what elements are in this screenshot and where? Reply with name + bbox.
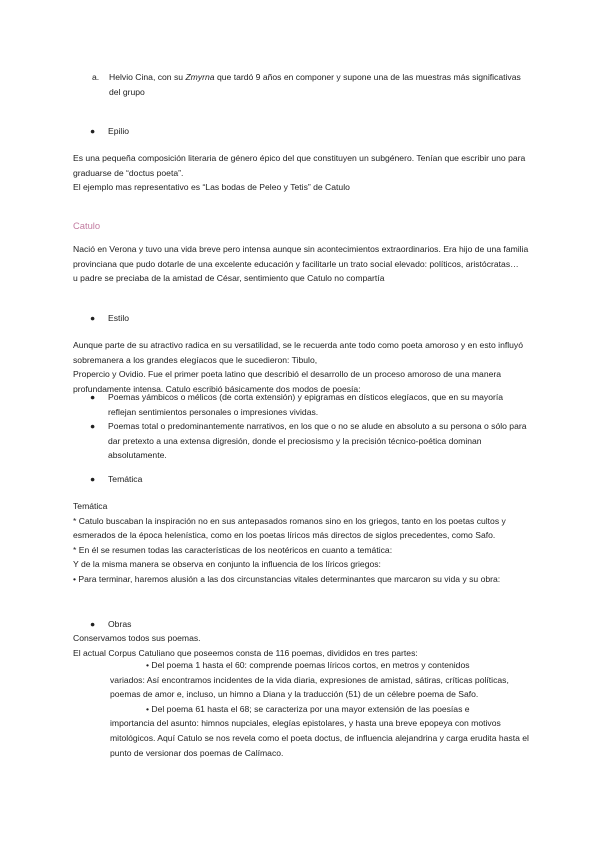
paragraph-line: Es una pequeña composición literaria de género épico del que constituyen un subgénero. Tenían que escribir uno para graduarse de “doctus poeta”. [73,153,526,178]
section-bullet-epilio [90,124,129,139]
list-item-text [109,70,532,99]
paragraph: * En él se resumen todas las características de los neotéricos en cuanto a temática: [73,544,393,555]
section-bullet-tematica [90,472,142,487]
section-bullet-obras [90,617,131,632]
estilo-paragraph [73,338,531,396]
obras-parts [110,658,530,760]
paragraph: Propercio y Ovidio. Fue el primer poeta latino que describió el desarrollo de un proceso amoroso de una manera profundamente intensa. Catulo escribió básicamente dos modos de poesía: [73,369,502,394]
catulo-intro [73,242,531,286]
section-bullet-estilo [90,311,129,326]
bullet-icon: ● [90,392,96,402]
epilio-paragraph [73,151,531,195]
paragraph: Nació en Verona y tuvo una vida breve pero intensa aunque sin acontecimientos extraordinarios. Era hijo de una familia provinciana que pudo dotarle de una excelente educación y facilitarle un trato social elevado: políticos, aristócratas… [73,244,529,269]
section-heading-catulo: Catulo [73,220,101,231]
section-label: Temática [108,474,143,484]
list-item-text: Poemas yámbicos o mélicos (de corta extensión) y epigramas en dísticos elegíacos, que en su mayoría reflejan sentimientos personales o impresiones vividas. [108,392,504,417]
paragraph-line: El actual Corpus Catuliano que poseemos consta de 116 poemas, divididos en tres partes: [73,647,418,658]
list-marker: a. [92,72,100,82]
paragraph: Y de la misma manera se observa en conjunto la influencia de los líricos griegos: [73,559,381,570]
list-item-text: Poemas total o predominantemente narrativos, en los que o no se alude en absoluto a su persona o sólo para dar pretexto a una extensa digresión, donde el preciosismo y la precisión técnico-poética dominan absolutamente. [108,421,527,461]
paragraph: * Catulo buscaban la inspiración no en sus antepasados romanos sino en los griegos, tanto en los poetas cultos y esmerados de la época helenística, como en los poetas líricos más directos de siglos precedentes, como Safo. [73,515,506,541]
paragraph: u padre se preciaba de la amistad de César, sentimiento que Catulo no compartía [73,273,385,284]
section-label: Epilio [108,126,130,136]
part-text: importancia del asunto: himnos nupciales, elegías epistolares, y hasta una breve epopeya con motivos mitológicos. Aquí Catulo se nos revela como el poeta doctus, de influencia alejandrina y carga erudita hasta el punto de versionar dos poemas de Calímaco. [110,718,529,758]
paragraph-line: Conservamos todos sus poemas. [73,633,201,643]
part-lead: • Del poema 61 hasta el 68; se caracteriza por una mayor extensión de las poesías e [146,703,470,714]
estilo-list [73,390,533,463]
section-title: Temática [73,501,108,511]
obras-block [73,631,531,660]
work-title-italic: Zmyrna [185,72,215,82]
bullet-icon: ● [90,421,96,432]
bullet-icon: ● [90,619,96,629]
section-label: Estilo [108,313,130,323]
paragraph-line: El ejemplo mas representativo es “Las bodas de Peleo y Tetis” de Catulo [73,182,350,193]
text-run: que tardó 9 años en componer y supone una de las muestras más significativas del grupo [109,72,521,97]
bullet-icon: ● [90,313,96,323]
list-item-a [92,70,532,99]
bullet-icon: ● [90,474,96,484]
text-run: Helvio Cina, con su [109,72,186,82]
part-text: variados: Así encontramos incidentes de la vida diaria, expresiones de amistad, sátiras, críticas políticas, poemas de amor e, incluso, un himno a Diana y la traducción (51) de un célebre poema de Safo. [110,674,509,700]
list-item [73,419,533,463]
bullet-icon: ● [90,126,96,136]
part-lead: • Del poema 1 hasta el 60: comprende poemas líricos cortos, en metros y contenidos [146,660,470,670]
paragraph: • Para terminar, haremos alusión a las dos circunstancias vitales determinantes que marcaron su vida y su obra: [73,573,501,584]
list-item [73,390,533,419]
section-label: Obras [108,619,132,629]
tematica-block [73,499,531,587]
paragraph: Aunque parte de su atractivo radica en su versatilidad, se le recuerda ante todo como poeta amoroso y en esto influyó sobremanera a los grandes elegíacos que le sucedieron: Tibulo, [73,340,524,365]
